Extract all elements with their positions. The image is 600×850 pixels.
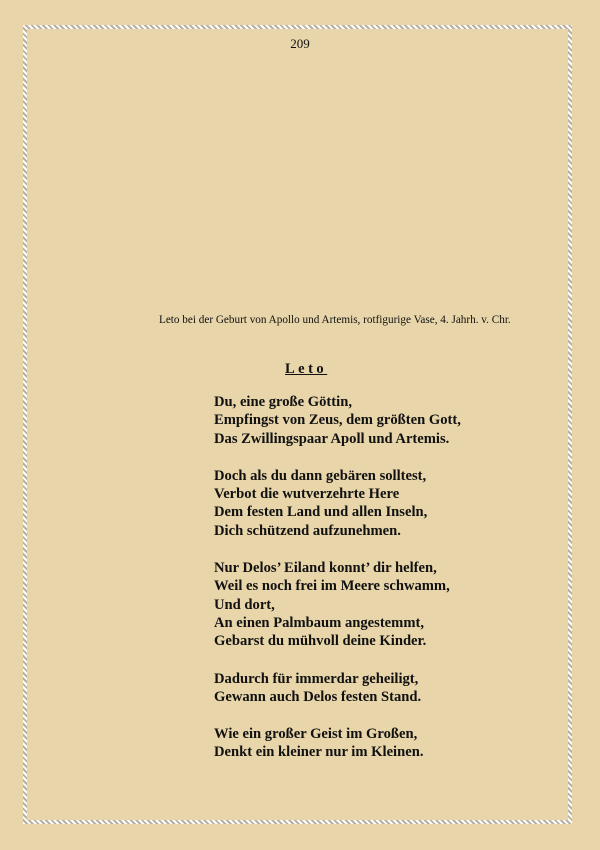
poem-stanza bbox=[214, 559, 461, 650]
poem-line: Denkt ein kleiner nur im Kleinen. bbox=[214, 744, 424, 761]
poem-line: Gebarst du mühvoll deine Kinder. bbox=[214, 633, 427, 650]
poem-stanza bbox=[214, 393, 461, 448]
poem-line: Weil es noch frei im Meere schwamm, bbox=[214, 578, 450, 595]
poem-stanza bbox=[214, 467, 461, 540]
image-caption: Leto bei der Geburt von Apollo und Artemis, rotfigurige Vase, 4. Jahrh. v. Chr. bbox=[159, 314, 511, 326]
poem-line: An einen Palmbaum angestemmt, bbox=[214, 614, 424, 631]
poem-line: Das Zwillingspaar Apoll und Artemis. bbox=[214, 430, 450, 447]
poem-body bbox=[214, 393, 461, 781]
poem-line: Verbot die wutverzehrte Here bbox=[214, 486, 400, 503]
poem-stanza bbox=[214, 725, 461, 762]
poem-line: Du, eine große Göttin, bbox=[214, 394, 352, 410]
poem-line: Dem festen Land und allen Inseln, bbox=[214, 504, 428, 521]
poem-line: Doch als du dann gebären solltest, bbox=[214, 467, 427, 484]
poem-line: Dich schützend aufzunehmen. bbox=[214, 522, 401, 539]
page-number: 209 bbox=[290, 36, 310, 51]
poem-title: Leto bbox=[285, 361, 328, 377]
poem-stanza bbox=[214, 670, 461, 707]
poem-line: Und dort, bbox=[214, 596, 275, 613]
poem-line: Empfingst von Zeus, dem größten Gott, bbox=[214, 412, 461, 429]
poem-line: Wie ein großer Geist im Großen, bbox=[214, 726, 418, 743]
poem-line: Nur Delos’ Eiland konnt’ dir helfen, bbox=[214, 560, 437, 577]
poem-line: Gewann auch Delos festen Stand. bbox=[214, 688, 422, 705]
poem-line: Dadurch für immerdar geheiligt, bbox=[214, 670, 419, 687]
